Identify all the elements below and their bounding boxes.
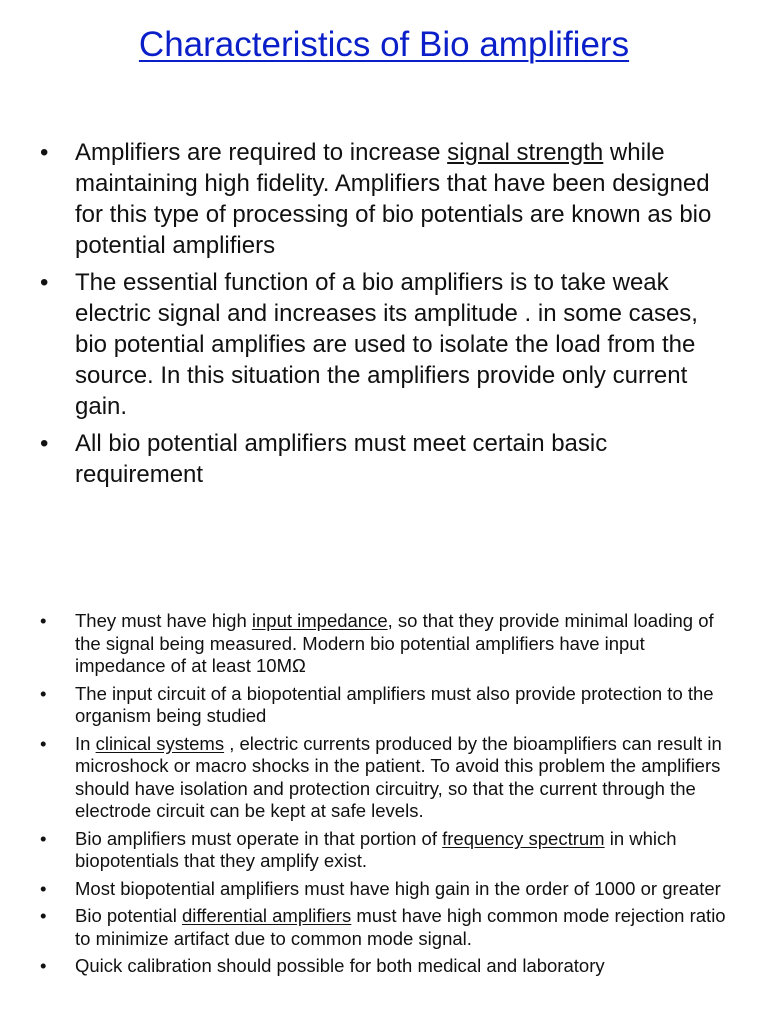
bullet-text: The essential function of a bio amplifiers is to take weak electric signal and increases its amplitude . in some cases, bio potential amplifies are used to isolate the load from the source. In this situation the amplifiers provide only current gain.	[75, 269, 698, 420]
bullet-icon: •	[40, 732, 47, 754]
bullet-text: Most biopotential amplifiers must have high gain in the order of 1000 or greater	[75, 877, 721, 899]
bullet-icon: •	[40, 905, 47, 926]
bullet-text: Bio amplifiers must operate in that portion of	[75, 827, 443, 849]
bullet-icon: •	[40, 139, 49, 166]
list-item	[40, 878, 740, 901]
list-item	[40, 428, 730, 490]
bullet-icon: •	[40, 430, 49, 457]
list-item	[40, 905, 740, 950]
bullet-list	[40, 610, 740, 983]
bullet-text: while maintaining high fidelity. Amplifiers that have been designed for this type of processing of bio potentials are known as bio potential amplifiers	[75, 139, 712, 259]
link-frequency-spectrum[interactable]: frequency spectrum	[442, 827, 605, 849]
bullet-text: Quick calibration should possible for both medical and laboratory	[75, 955, 605, 976]
list-item	[40, 683, 740, 728]
list-item	[40, 137, 730, 261]
bullet-text: in which biopotentials that they amplify exist.	[75, 827, 677, 871]
bullet-icon: •	[40, 955, 47, 976]
bullet-text: Amplifiers are required to increase	[75, 139, 448, 166]
link-signal-strength[interactable]: signal strength	[447, 139, 604, 166]
bullet-list	[40, 137, 730, 496]
link-input-impedance[interactable]: input impedance	[251, 610, 388, 631]
list-item	[40, 610, 740, 678]
bullet-icon: •	[40, 682, 47, 704]
slide-2	[0, 580, 768, 1024]
bullet-text: , so that they provide minimal loading of the signal being measured. Modern bio potential amplifiers have input impedance of at least 10MΩ	[75, 610, 714, 676]
bullet-text: , electric currents produced by the bioamplifiers can result in microshock or macro shocks in the patient. To avoid this problem the amplifiers should have isolation and protection circuitry, so that the current through the electrode circuit can be kept at safe levels.	[75, 732, 722, 821]
bullet-text: Bio potential	[75, 905, 182, 926]
link-differential-amplifiers[interactable]: differential amplifiers	[181, 905, 352, 926]
bullet-text: All bio potential amplifiers must meet certain basic requirement	[75, 430, 608, 488]
slide-title: Characteristics of Bio amplifiers	[138, 25, 630, 64]
bullet-icon: •	[40, 877, 47, 899]
list-item	[40, 733, 740, 823]
bullet-icon: •	[40, 827, 47, 849]
bullet-icon: •	[40, 269, 49, 296]
bullet-text: In	[75, 732, 96, 754]
link-clinical-systems[interactable]: clinical systems	[95, 732, 225, 754]
bullet-text: must have high common mode rejection ratio to minimize artifact due to common mode signal.	[75, 905, 726, 949]
bullet-icon: •	[40, 610, 47, 631]
bullet-text: The input circuit of a biopotential amplifiers must also provide protection to the organism being studied	[75, 682, 714, 726]
list-item	[40, 955, 740, 978]
list-item	[40, 828, 740, 873]
list-item	[40, 267, 730, 422]
bullet-text: They must have high	[75, 610, 252, 631]
